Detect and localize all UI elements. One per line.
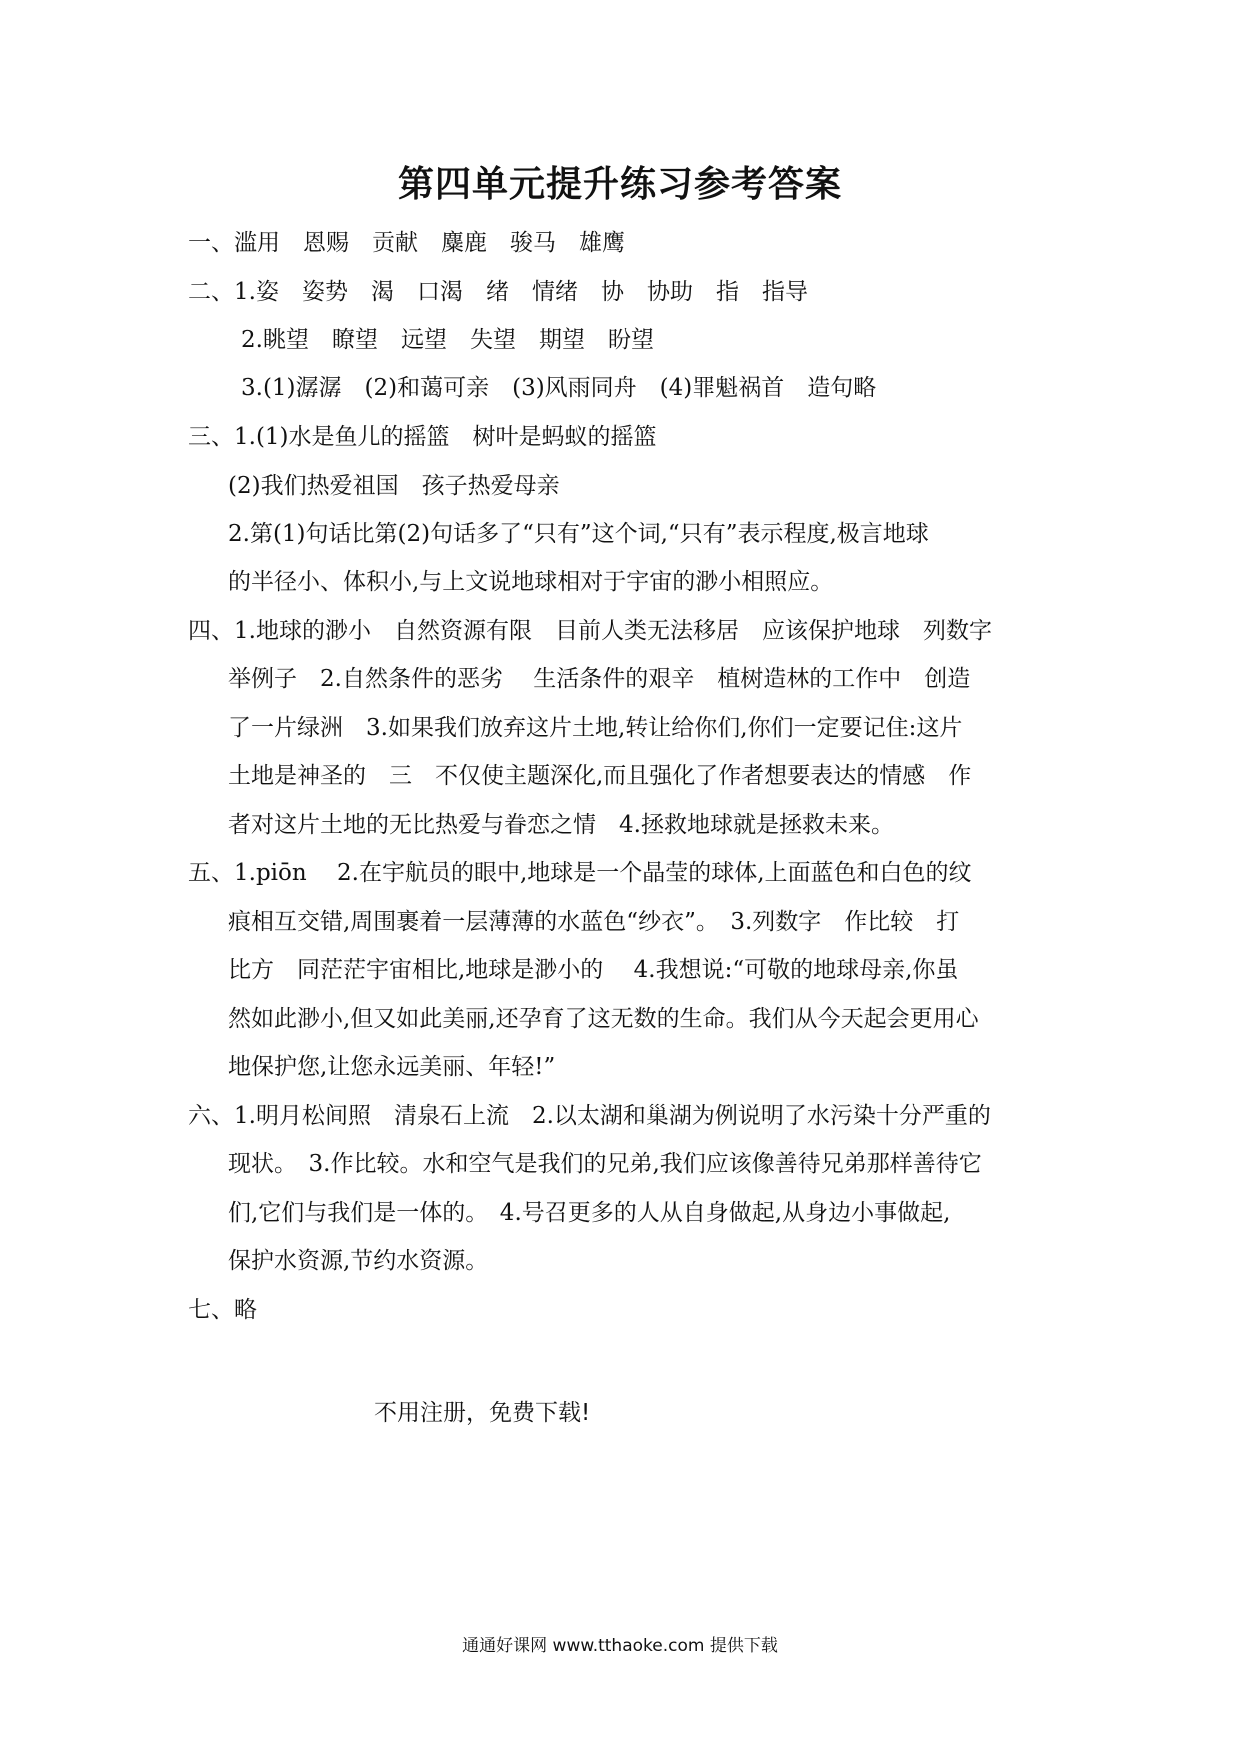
answer-section-4-line-3: 了一片绿洲 3.如果我们放弃这片土地,转让给你们,你们一定要记住:这片	[228, 715, 963, 741]
answer-section-6-line-1: 六、1.明月松间照 清泉石上流 2.以太湖和巢湖为例说明了水污染十分严重的	[188, 1103, 991, 1129]
answer-section-6-line-4: 保护水资源,节约水资源。	[228, 1248, 489, 1274]
answer-section-2-item-1: 二、1.姿 姿势 渴 口渴 绪 情绪 协 协助 指 指导	[188, 279, 808, 305]
download-note: 不用注册，免费下载!	[374, 1400, 591, 1426]
answer-section-3-item-1b: (2)我们热爱祖国 孩子热爱母亲	[228, 473, 560, 499]
answer-section-4-line-2: 举例子 2.自然条件的恶劣 生活条件的艰辛 植树造林的工作中 创造	[228, 666, 971, 692]
answer-section-3-item-2-cont: 的半径小、体积小,与上文说地球相对于宇宙的渺小相照应。	[228, 569, 834, 595]
footer-text: 通通好课网 www.tthaoke.com 提供下载	[462, 1636, 778, 1656]
answer-section-3-item-1: 三、1.(1)水是鱼儿的摇篮 树叶是蚂蚁的摇篮	[188, 424, 657, 450]
answer-section-2-item-3: 3.(1)潺潺 (2)和蔼可亲 (3)风雨同舟 (4)罪魁祸首 造句略	[241, 375, 877, 401]
answer-section-1: 一、滥用 恩赐 贡献 麋鹿 骏马 雄鹰	[188, 230, 625, 256]
answer-section-5-line-5: 地保护您,让您永远美丽、年轻!”	[228, 1054, 556, 1080]
answer-section-6-line-3: 们,它们与我们是一体的。 4.号召更多的人从自身做起,从身边小事做起,	[228, 1200, 951, 1226]
answer-section-4-line-4: 土地是神圣的 三 不仅使主题深化,而且强化了作者想要表达的情感 作	[228, 763, 972, 789]
answer-section-5-line-4: 然如此渺小,但又如此美丽,还孕育了这无数的生命。我们从今天起会更用心	[228, 1006, 979, 1032]
answer-section-4-line-1: 四、1.地球的渺小 自然资源有限 目前人类无法移居 应该保护地球 列数字	[188, 618, 992, 644]
answer-section-5-line-1: 五、1.piōn 2.在宇航员的眼中,地球是一个晶莹的球体,上面蓝色和白色的纹	[188, 860, 972, 886]
answer-section-4-line-5: 者对这片土地的无比热爱与眷恋之情 4.拯救地球就是拯救未来。	[228, 812, 894, 838]
page-title: 第四单元提升练习参考答案	[397, 163, 842, 205]
answer-section-2-item-2: 2.眺望 瞭望 远望 失望 期望 盼望	[241, 327, 654, 353]
answer-section-6-line-2: 现状。 3.作比较。水和空气是我们的兄弟,我们应该像善待兄弟那样善待它	[228, 1151, 982, 1177]
answer-section-3-item-2: 2.第(1)句话比第(2)句话多了“只有”这个词,“只有”表示程度,极言地球	[228, 521, 929, 547]
answer-section-5-line-2: 痕相互交错,周围裹着一层薄薄的水蓝色“纱衣”。 3.列数字 作比较 打	[228, 909, 960, 935]
answer-section-5-line-3: 比方 同茫茫宇宙相比,地球是渺小的 4.我想说:“可敬的地球母亲,你虽	[228, 957, 959, 983]
answer-section-7: 七、略	[188, 1297, 257, 1323]
